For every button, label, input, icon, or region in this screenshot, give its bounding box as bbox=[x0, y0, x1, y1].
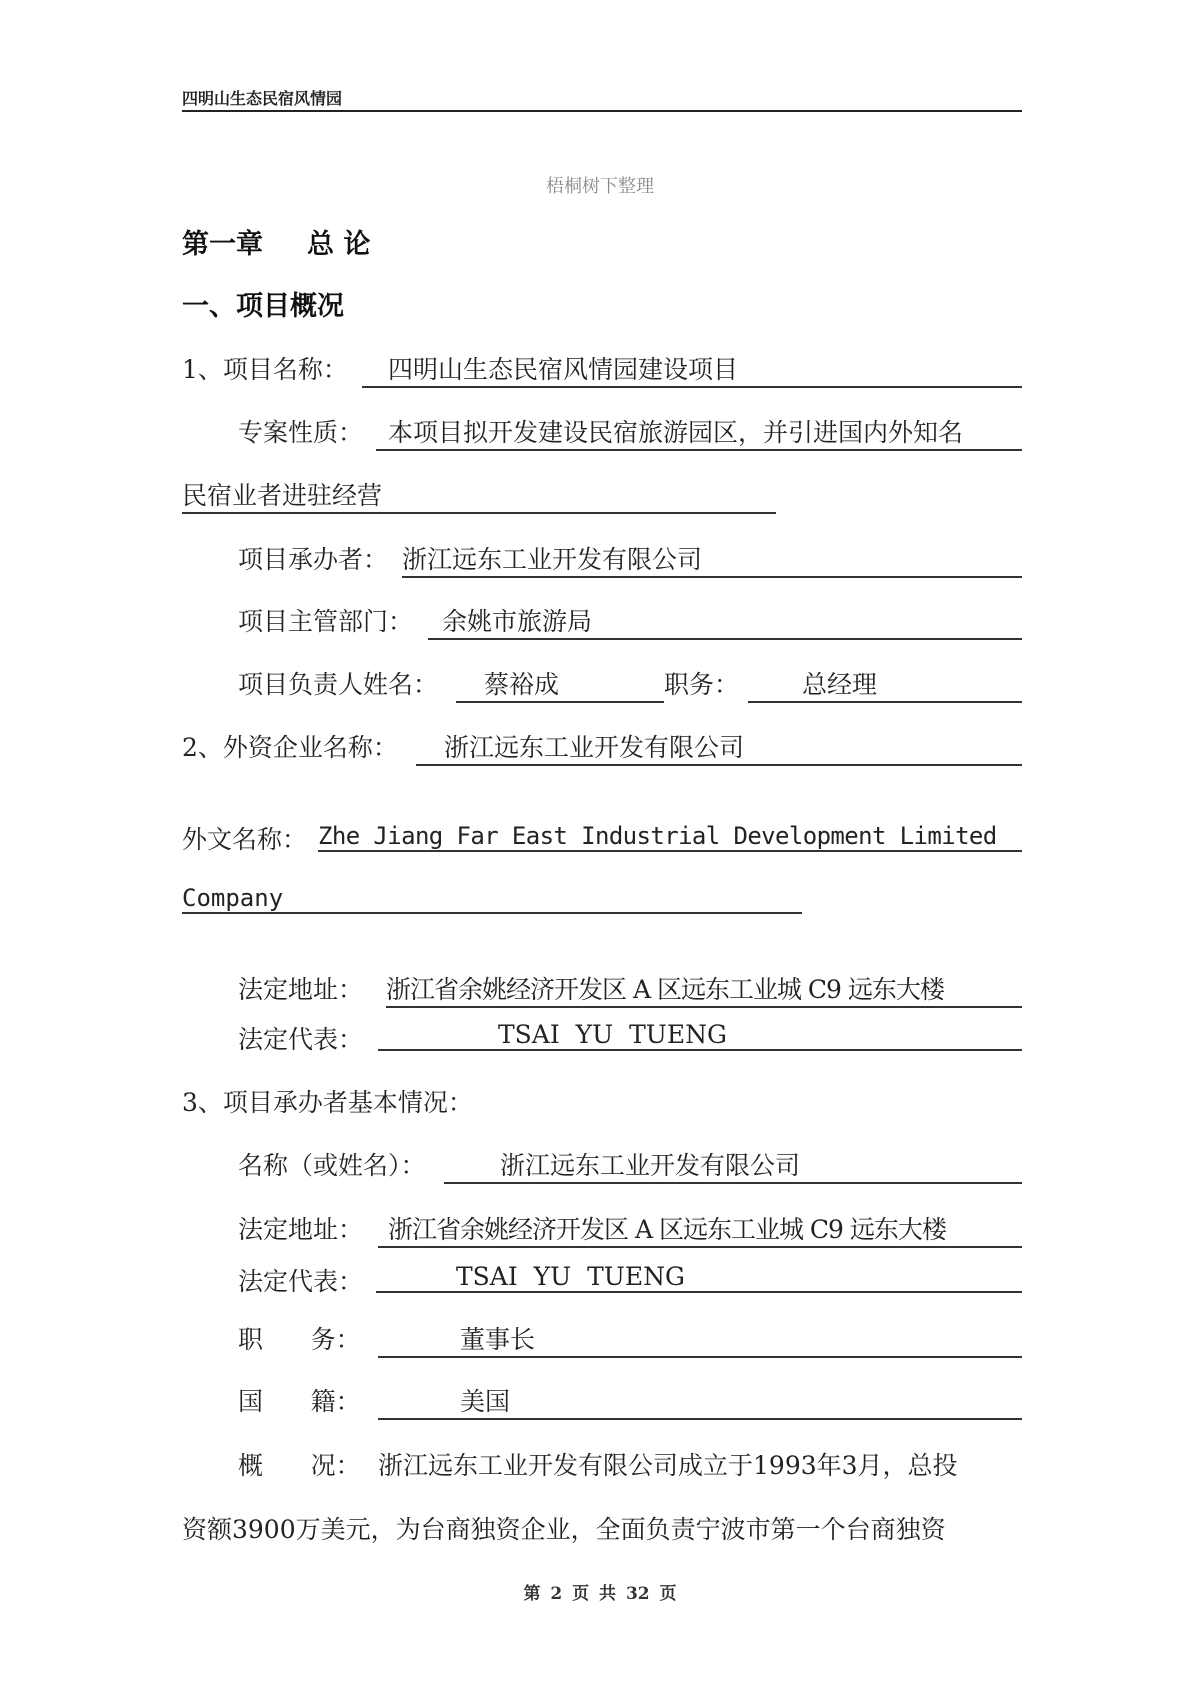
department-label: 项目主管部门： bbox=[238, 607, 414, 636]
department-value: 余姚市旅游局 bbox=[428, 602, 1022, 640]
foreign-name-value-line2: Company bbox=[182, 884, 802, 914]
undertaker-label: 项目承办者： bbox=[238, 545, 389, 574]
chapter-title: 总 论 bbox=[307, 229, 371, 260]
project-nature-label: 专案性质： bbox=[238, 418, 364, 447]
legal-address-label: 法定地址： bbox=[238, 975, 364, 1004]
page-footer: 第 2 页 共 32 页 bbox=[523, 1584, 677, 1604]
legal-address-value: 浙江省余姚经济开发区 A 区远东工业城 C9 远东大楼 bbox=[386, 970, 1022, 1008]
nationality-label: 国 籍： bbox=[238, 1387, 361, 1416]
nationality-value: 美国 bbox=[378, 1382, 1022, 1420]
legal-address-label-2: 法定地址： bbox=[238, 1215, 364, 1244]
legal-rep-value: TSAI YU TUENG bbox=[378, 1020, 1022, 1051]
chapter-number: 第一章 bbox=[182, 229, 263, 260]
legal-rep-label: 法定代表： bbox=[238, 1025, 364, 1054]
watermark-text: 梧桐树下整理 bbox=[546, 176, 654, 197]
foreign-name-value-line1: Zhe Jiang Far East Industrial Development Limited bbox=[318, 822, 1022, 852]
foreign-enterprise-value: 浙江远东工业开发有限公司 bbox=[416, 728, 1022, 766]
page-header-title: 四明山生态民宿风情园 bbox=[182, 89, 343, 108]
title-value: 董事长 bbox=[378, 1320, 1022, 1358]
overview-line2: 资额3900万美元，为台商独资企业，全面负责宁波市第一个台商独资 bbox=[182, 1515, 946, 1544]
position-value: 总经理 bbox=[748, 665, 1022, 703]
name-label: 名称（或姓名）： bbox=[238, 1151, 426, 1180]
project-name-label: 1、项目名称： bbox=[182, 355, 348, 384]
project-nature-value-line1: 本项目拟开发建设民宿旅游园区，并引进国内外知名 bbox=[376, 413, 1022, 451]
header-divider bbox=[182, 110, 1022, 112]
legal-address-value-2: 浙江省余姚经济开发区 A 区远东工业城 C9 远东大楼 bbox=[378, 1210, 1022, 1248]
foreign-enterprise-label: 2、外资企业名称： bbox=[182, 733, 398, 762]
name-value: 浙江远东工业开发有限公司 bbox=[444, 1146, 1022, 1184]
overview-line1: 浙江远东工业开发有限公司成立于1993年3月，总投 bbox=[378, 1451, 958, 1480]
undertaker-value: 浙江远东工业开发有限公司 bbox=[402, 540, 1022, 578]
section-heading: 一、项目概况 bbox=[182, 291, 344, 322]
leader-value: 蔡裕成 bbox=[456, 665, 664, 703]
foreign-name-label: 外文名称： bbox=[182, 825, 308, 854]
position-label: 职务： bbox=[664, 670, 740, 699]
legal-rep-value-2: TSAI YU TUENG bbox=[376, 1262, 1022, 1293]
legal-rep-label-2: 法定代表： bbox=[238, 1267, 364, 1296]
project-nature-value-line2: 民宿业者进驻经营 bbox=[182, 476, 776, 514]
title-label: 职 务： bbox=[238, 1325, 361, 1354]
overview-label: 概 况： bbox=[238, 1451, 361, 1480]
undertaker-info-label: 3、项目承办者基本情况： bbox=[182, 1088, 473, 1117]
project-name-value: 四明山生态民宿风情园建设项目 bbox=[362, 350, 1022, 388]
leader-label: 项目负责人姓名： bbox=[238, 670, 439, 699]
chapter-heading bbox=[182, 222, 370, 261]
